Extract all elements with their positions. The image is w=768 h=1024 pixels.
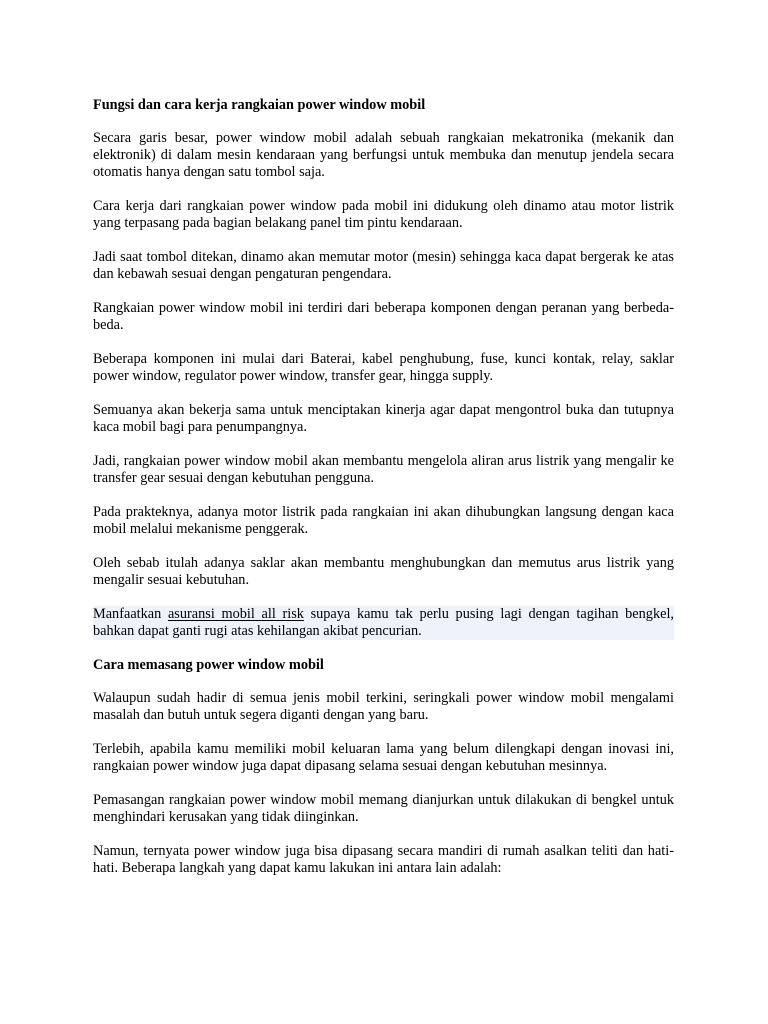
paragraph: Pemasangan rangkaian power window mobil memang dianjurkan untuk dilakukan di bengkel untuk menghindari kerusakan yang tidak diinginkan. [93, 792, 674, 825]
paragraph: Terlebih, apabila kamu memiliki mobil keluaran lama yang belum dilengkapi dengan inovasi ini, rangkaian power window juga dapat dipasang selama sesuai dengan kebutuhan mesinnya. [93, 741, 674, 774]
paragraph: Pada prakteknya, adanya motor listrik pada rangkaian ini akan dihubungkan langsung dengan kaca mobil melalui mekanisme penggerak. [93, 504, 674, 537]
section-heading-fungsi: Fungsi dan cara kerja rangkaian power window mobil [93, 97, 426, 113]
promo-text-after: supaya kamu tak perlu pusing lagi dengan tagihan bengkel, bahkan dapat ganti rugi atas kehilangan akibat pencurian. [93, 606, 674, 639]
paragraph: Oleh sebab itulah adanya saklar akan membantu menghubungkan dan memutus arus listrik yang mengalir sesuai kebutuhan. [93, 555, 674, 588]
promo-paragraph [93, 606, 674, 640]
paragraph: Secara garis besar, power window mobil adalah sebuah rangkaian mekatronika (mekanik dan elektronik) di dalam mesin kendaraan yang berfungsi untuk membuka dan menutup jendela secara otomatis hanya dengan satu tombol saja. [93, 130, 674, 180]
insurance-link[interactable]: asuransi mobil all risk [167, 606, 304, 622]
paragraph: Cara kerja dari rangkaian power window pada mobil ini didukung oleh dinamo atau motor listrik yang terpasang pada bagian belakang panel tim pintu kendaraan. [93, 198, 674, 231]
paragraph: Beberapa komponen ini mulai dari Baterai, kabel penghubung, fuse, kunci kontak, relay, saklar power window, regulator power window, transfer gear, hingga supply. [93, 351, 674, 384]
document-page [93, 97, 674, 894]
paragraph: Rangkaian power window mobil ini terdiri dari beberapa komponen dengan peranan yang berbeda-beda. [93, 300, 674, 333]
promo-text-before: Manfaatkan [93, 606, 168, 622]
paragraph: Semuanya akan bekerja sama untuk menciptakan kinerja agar dapat mengontrol buka dan tutupnya kaca mobil bagi para penumpangnya. [93, 402, 674, 435]
section-heading-cara-memasang: Cara memasang power window mobil [93, 657, 324, 673]
paragraph: Walaupun sudah hadir di semua jenis mobil terkini, seringkali power window mobil mengalami masalah dan butuh untuk segera diganti dengan yang baru. [93, 690, 674, 723]
paragraph: Jadi saat tombol ditekan, dinamo akan memutar motor (mesin) sehingga kaca dapat bergerak ke atas dan kebawah sesuai dengan pengaturan pengendara. [93, 249, 674, 282]
paragraph: Jadi, rangkaian power window mobil akan membantu mengelola aliran arus listrik yang mengalir ke transfer gear sesuai dengan kebutuhan pengguna. [93, 453, 674, 486]
paragraph: Namun, ternyata power window juga bisa dipasang secara mandiri di rumah asalkan teliti dan hati-hati. Beberapa langkah yang dapat kamu lakukan ini antara lain adalah: [93, 843, 674, 876]
